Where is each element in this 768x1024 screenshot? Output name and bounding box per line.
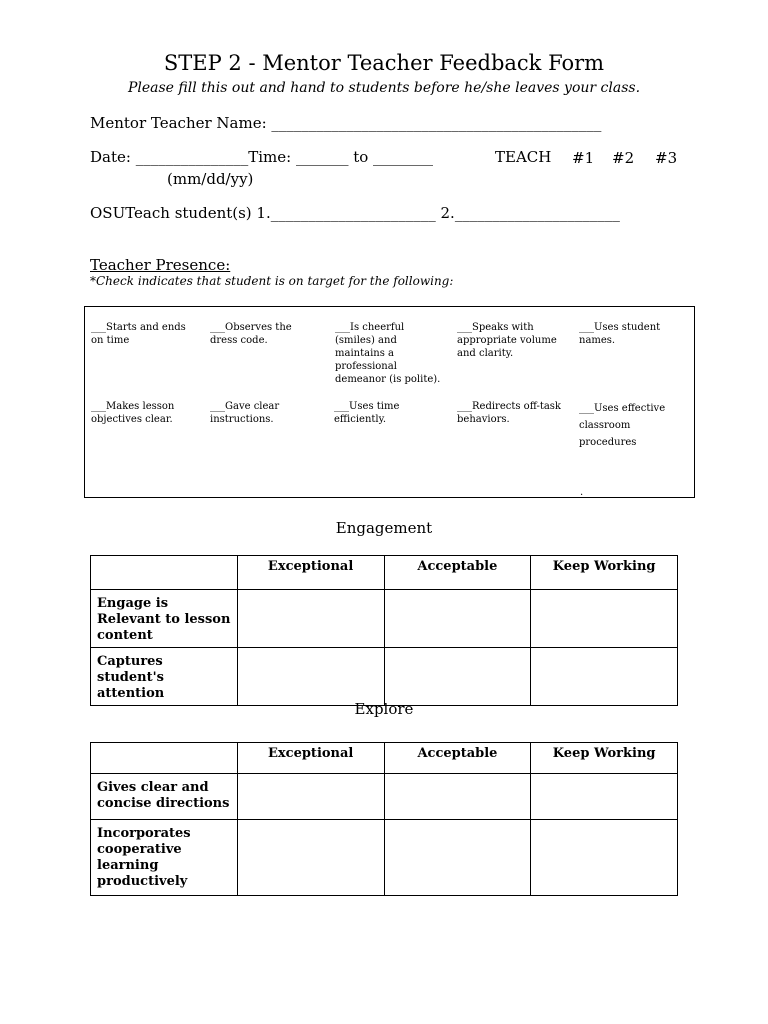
column-header: Exceptional [237, 556, 384, 590]
column-header: Acceptable [384, 556, 531, 590]
checklist-item[interactable]: ___Uses effective classroom procedures [579, 403, 666, 448]
rating-cell[interactable] [237, 590, 384, 648]
checklist-item[interactable]: ___Is cheerful (smiles) and maintains a professional demeanor (is polite). [335, 322, 441, 385]
column-header: Exceptional [237, 743, 384, 774]
checklist-item[interactable]: ___Redirects off-task behaviors. [457, 401, 561, 425]
mentor-name-label: Mentor Teacher Name: [90, 114, 272, 132]
checklist-item[interactable]: ___Gave clear instructions. [210, 401, 280, 425]
rating-cell[interactable] [237, 820, 384, 896]
column-header: Keep Working [531, 556, 678, 590]
checklist-item[interactable]: ___Starts and ends on time [91, 322, 186, 346]
checklist-item[interactable]: ___Uses time efficiently. [334, 401, 400, 425]
rating-cell[interactable] [384, 590, 531, 648]
rating-cell[interactable] [237, 648, 384, 706]
stray-mark: . [580, 487, 584, 498]
column-header: Keep Working [531, 743, 678, 774]
checklist-item[interactable]: ___Speaks with appropriate volume and clarity. [457, 322, 557, 359]
table-row [91, 590, 678, 648]
checklist-item[interactable]: ___Uses student names. [579, 322, 661, 346]
time-start-field[interactable]: _______ [295, 148, 349, 166]
date-label: Date: [90, 148, 136, 166]
rating-cell[interactable] [531, 648, 678, 706]
explore-title: Explore [354, 700, 414, 718]
checklist-item[interactable]: ___Observes the dress code. [210, 322, 292, 346]
student-2-field[interactable]: ______________________ [454, 204, 620, 222]
rating-cell[interactable] [531, 590, 678, 648]
teach-option-2[interactable]: #2 [612, 149, 635, 167]
table-header-row [91, 743, 678, 774]
page-title: STEP 2 - Mentor Teacher Feedback Form [163, 51, 605, 75]
page-subtitle: Please fill this out and hand to students before he/she leaves your class. [127, 80, 641, 96]
rating-cell[interactable] [237, 774, 384, 820]
teach-option-1[interactable]: #1 [572, 149, 595, 167]
row-label: Incorporates cooperative learning productively [91, 820, 238, 896]
column-header: Acceptable [384, 743, 531, 774]
engagement-table [90, 555, 678, 706]
checklist-item[interactable]: ___Makes lesson objectives clear. [91, 401, 175, 425]
date-field[interactable]: _______________ [135, 148, 249, 166]
students-row [90, 204, 620, 222]
date-time-row [90, 148, 433, 166]
table-corner-cell [91, 743, 238, 774]
student-1-field[interactable]: ______________________ [270, 204, 436, 222]
to-label: to [348, 148, 374, 166]
rating-cell[interactable] [384, 820, 531, 896]
teach-option-3[interactable]: #3 [655, 149, 678, 167]
table-row [91, 774, 678, 820]
table-row [91, 648, 678, 706]
rating-cell[interactable] [531, 820, 678, 896]
mentor-name-row [90, 114, 601, 132]
student-2-label: 2. [435, 204, 455, 222]
row-label: Engage is Relevant to lesson content [91, 590, 238, 648]
rating-cell[interactable] [531, 774, 678, 820]
mentor-name-field[interactable]: ____________________________________________ [271, 114, 602, 132]
rating-cell[interactable] [384, 774, 531, 820]
table-corner-cell [91, 556, 238, 590]
teacher-presence-note: *Check indicates that student is on target for the following: [90, 274, 454, 288]
teacher-presence-heading: Teacher Presence: [90, 256, 231, 274]
engagement-title: Engagement [335, 519, 433, 537]
rating-cell[interactable] [384, 648, 531, 706]
explore-table [90, 742, 678, 896]
time-label: Time: [248, 148, 296, 166]
teach-label: TEACH [495, 148, 552, 166]
table-header-row [91, 556, 678, 590]
date-format-hint: (mm/dd/yy) [167, 170, 254, 188]
students-label: OSUTeach student(s) 1. [90, 204, 271, 222]
table-row [91, 820, 678, 896]
row-label: Captures student's attention [91, 648, 238, 706]
time-end-field[interactable]: ________ [373, 148, 434, 166]
row-label: Gives clear and concise directions [91, 774, 238, 820]
